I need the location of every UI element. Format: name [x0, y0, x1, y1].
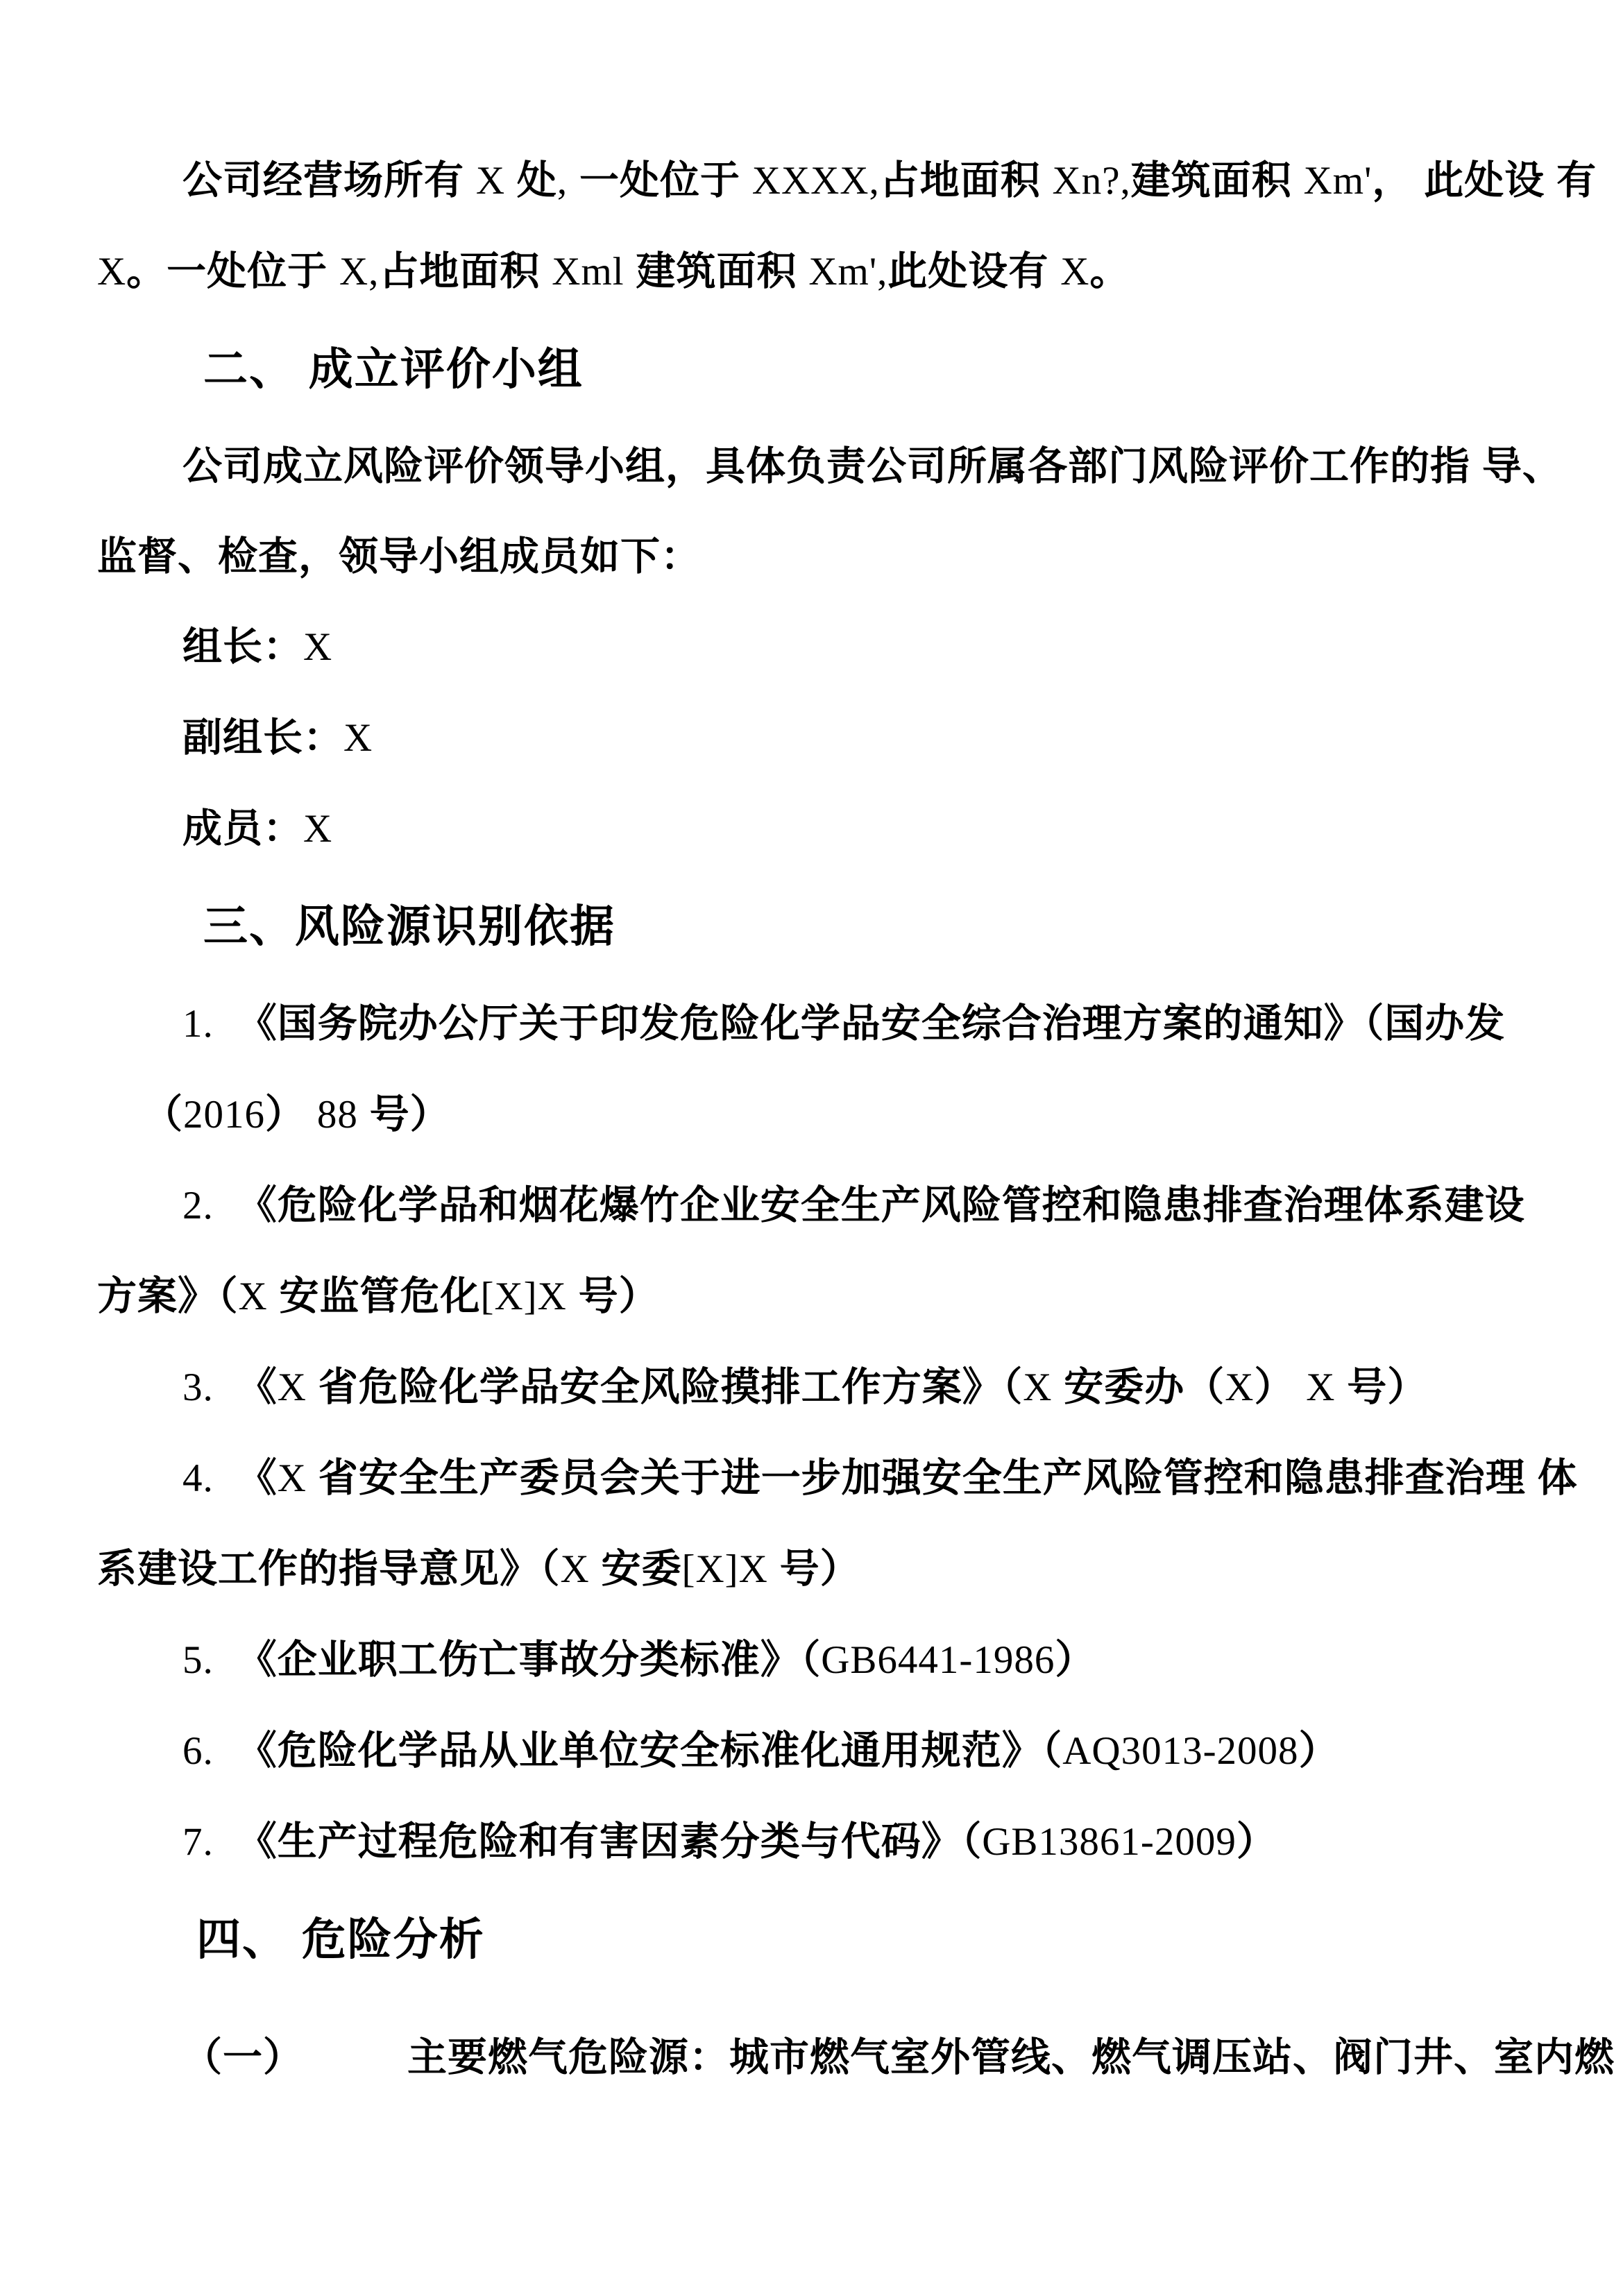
deputy-leader-line — [97, 692, 1533, 783]
list-item-4-continuation-text: 系建设工作的指导意见》（X 安委[X]X 号） — [97, 1547, 860, 1591]
list-item-3-number: 3. — [182, 1366, 214, 1409]
section4-heading — [97, 1887, 1533, 1991]
section3-heading — [97, 874, 1533, 978]
section2-heading-text: 二、 成立评价小组 — [203, 344, 584, 394]
list-item-3 — [97, 1342, 1533, 1433]
list-item-1 — [97, 978, 1533, 1069]
list-item-2-number: 2. — [182, 1184, 214, 1227]
section3-heading-text: 三、风险源识别依据 — [203, 901, 615, 951]
list-item-1-continuation — [97, 1069, 1533, 1160]
section4-heading-text: 四、 危险分析 — [196, 1914, 485, 1964]
section4-item-label: （一） — [182, 2035, 303, 2080]
group-leader-text: 组长：X — [182, 624, 333, 669]
intro-line-2 — [97, 226, 1533, 317]
list-item-4-text: 《X 省安全生产委员会关于进一步加强安全生产风险管控和隐患排查治理 体 — [237, 1456, 1578, 1500]
list-item-5-text: 《企业职工伤亡事故分类标准》（GB6441-1986） — [237, 1638, 1096, 1682]
list-item-3-text: 《X 省危险化学品安全风险摸排工作方案》（X 安委办（X） X 号） — [237, 1365, 1428, 1409]
section2-heading — [97, 317, 1533, 421]
list-item-7 — [97, 1796, 1533, 1887]
members-line — [97, 783, 1533, 874]
list-item-1-number: 1. — [182, 1002, 214, 1046]
list-item-4 — [97, 1433, 1578, 1524]
section2-body-line-2 — [97, 511, 1533, 602]
list-item-6-text: 《危险化学品从业单位安全标准化通用规范》（AQ3013-2008） — [237, 1728, 1339, 1773]
section2-body-line-1 — [97, 421, 1563, 511]
list-item-7-text: 《生产过程危险和有害因素分类与代码》（GB13861-2009） — [237, 1819, 1277, 1864]
intro-line-1 — [97, 135, 1597, 226]
section4-item-text: 主要燃气危险源：城市燃气室外管线、燃气调压站、阀门井、室内燃 — [407, 2035, 1615, 2080]
list-item-2-text: 《危险化学品和烟花爆竹企业安全生产风险管控和隐患排查治理体系建设 — [237, 1183, 1525, 1227]
list-item-2 — [97, 1160, 1533, 1251]
section2-body-line-2-text: 监督、检查，领导小组成员如下： — [97, 534, 701, 579]
list-item-1-continuation-text: （2016） 88 号） — [143, 1092, 450, 1137]
list-item-2-continuation-text: 方案》（X 安监管危化[X]X 号） — [97, 1274, 659, 1318]
list-item-4-number: 4. — [182, 1456, 214, 1500]
list-item-5 — [97, 1615, 1533, 1706]
members-text: 成员：X — [182, 806, 333, 851]
list-item-6 — [97, 1706, 1533, 1796]
list-item-5-number: 5. — [182, 1638, 214, 1682]
list-item-2-continuation — [97, 1251, 1533, 1342]
list-item-7-number: 7. — [182, 1820, 214, 1864]
intro-line-2-text: X。一处位于 X,占地面积 Xml 建筑面积 Xm',此处设有 X。 — [97, 249, 1130, 294]
section4-item-line — [97, 2012, 1615, 2102]
intro-line-1-text: 公司经营场所有 X 处, 一处位于 XXXX,占地面积 Xn?,建筑面积 Xm'， 此处设 有 — [182, 158, 1597, 203]
list-item-4-continuation — [97, 1524, 1533, 1615]
section2-body-line-1-text: 公司成立风险评价领导小组，具体负责公司所属各部门风险评价工作的指 导、 — [182, 444, 1563, 488]
list-item-6-number: 6. — [182, 1729, 214, 1773]
group-leader-line — [97, 602, 1533, 692]
deputy-leader-text: 副组长：X — [182, 715, 373, 760]
list-item-1-text: 《国务院办公厅关于印发危险化学品安全综合治理方案的通知》（国办发 — [237, 1001, 1506, 1046]
